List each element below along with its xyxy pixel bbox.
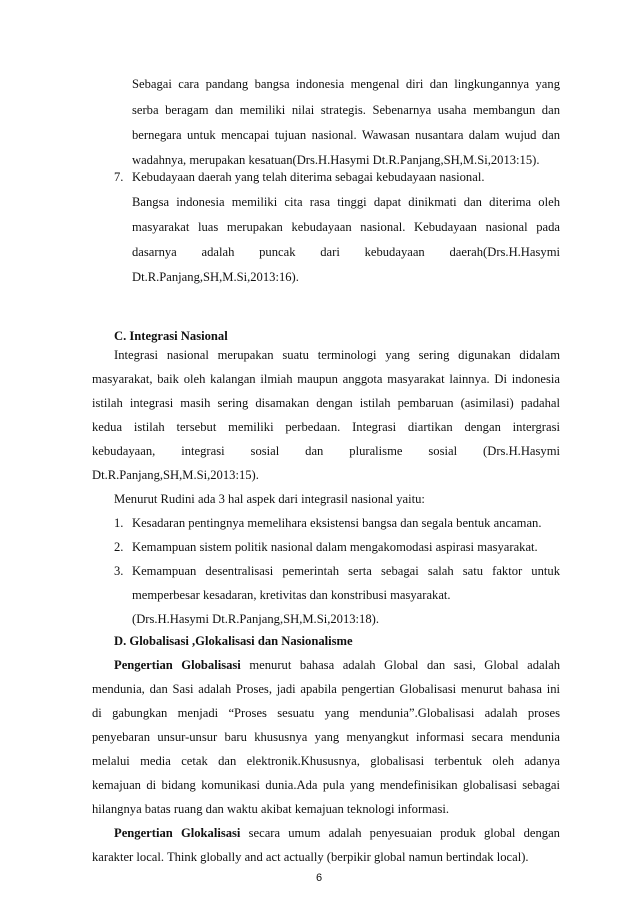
glokalisasi-line-2: karakter local. Think globally and act actually (berpikir global namun bertindak local). [92, 850, 529, 864]
section-c-line-6: Dt.R.Panjang,SH,M.Si,2013:15). [92, 468, 259, 482]
glokalisasi-line-1 [114, 825, 560, 841]
section-c-line-2: masyarakat, baik oleh kalangan ilmiah maupun anggota masyarakat lainnya. Di indonesia [92, 372, 560, 386]
item-7-line-2: masyarakat luas merupakan kebudayaan nasional. Kebudayaan nasional pada [132, 220, 560, 234]
item-7-line-1: Bangsa indonesia memiliki cita rasa tinggi dapat dinikmati dan diterima oleh [132, 195, 560, 209]
list-item-3-line-2: memperbesar kesadaran, kretivitas dan konstribusi masyarakat. [132, 588, 451, 602]
section-c-line-3: istilah integrasi masih sering disamakan dengan istilah pembaruan (asimilasi) padahal [92, 396, 560, 410]
glokalisasi-term: Pengertian Glokalisasi [114, 826, 241, 840]
list-item-2-number: 2. [114, 540, 124, 554]
globalisasi-line-3: di gabungkan menjadi “Proses sesuatu yang mendunia”.Globalisasi adalah proses [92, 706, 560, 720]
list-item-3-line-3: (Drs.H.Hasymi Dt.R.Panjang,SH,M.Si,2013:18). [132, 612, 379, 626]
rudini-intro: Menurut Rudini ada 3 hal aspek dari integrasil nasional yaitu: [114, 492, 425, 506]
intro-line-1: Sebagai cara pandang bangsa indonesia mengenal diri dan lingkungannya yang [132, 77, 560, 91]
intro-line-2: serba beragam dan memiliki nilai strategis. Sebenarnya usaha membangun dan [132, 103, 560, 117]
section-c-line-4: kedua istilah tersebut memiliki perbedaan. Integrasi diartikan dengan intergrasi [92, 420, 560, 434]
globalisasi-line-1-text: menurut bahasa adalah Global dan sasi, Global adalah [249, 658, 560, 672]
globalisasi-line-1 [114, 657, 560, 673]
globalisasi-line-2: mendunia, dan Sasi adalah Proses, jadi apabila pengertian Globalisasi menurut bahasa ini [92, 682, 560, 696]
section-c-line-1: Integrasi nasional merupakan suatu terminologi yang sering digunakan didalam [114, 348, 560, 362]
globalisasi-line-7: hilangnya batas ruang dan waktu akibat kemajuan teknologi informasi. [92, 802, 450, 816]
list-item-3-text: Kemampuan desentralisasi pemerintah serta sebagai salah satu faktor untuk [132, 564, 560, 578]
list-item-2-text: Kemampuan sistem politik nasional dalam mengakomodasi aspirasi masyarakat. [132, 540, 538, 554]
intro-line-4: wadahnya, merupakan kesatuan(Drs.H.Hasymi Dt.R.Panjang,SH,M.Si,2013:15). [132, 153, 540, 167]
item-7-line-4: Dt.R.Panjang,SH,M.Si,2013:16). [132, 270, 299, 284]
section-d-heading: D. Globalisasi ,Glokalisasi dan Nasionalisme [114, 634, 353, 648]
intro-line-3: bernegara untuk mencapai tujuan nasional. Wawasan nusantara dalam wujud dan [132, 128, 560, 142]
glokalisasi-line-1-text: secara umum adalah penyesuaian produk global dengan [248, 826, 560, 840]
section-c-heading: C. Integrasi Nasional [114, 329, 228, 343]
item-7-title: Kebudayaan daerah yang telah diterima sebagai kebudayaan nasional. [132, 170, 485, 184]
globalisasi-line-4: penyebaran unsur-unsur baru khususnya yang menyangkut informasi secara mendunia [92, 730, 560, 744]
list-item-1-number: 1. [114, 516, 124, 530]
list-item-3-number: 3. [114, 564, 124, 578]
list-item-1-text: Kesadaran pentingnya memelihara eksistensi bangsa dan segala bentuk ancaman. [132, 516, 542, 530]
globalisasi-line-5: melalui media cetak dan elektronik.Khususnya, globalisasi terbentuk oleh adanya [92, 754, 560, 768]
item-7-number: 7. [114, 170, 124, 184]
section-c-line-5: kebudayaan, integrasi sosial dan pluralisme sosial (Drs.H.Hasymi [92, 444, 560, 458]
globalisasi-term: Pengertian Globalisasi [114, 658, 241, 672]
item-7-line-3: dasarnya adalah puncak dari kebudayaan daerah(Drs.H.Hasymi [132, 245, 560, 259]
globalisasi-line-6: kemajuan di bidang komunikasi dunia.Ada pula yang mendefinisikan globalisasi sebagai [92, 778, 560, 792]
page-number: 6 [315, 872, 323, 884]
